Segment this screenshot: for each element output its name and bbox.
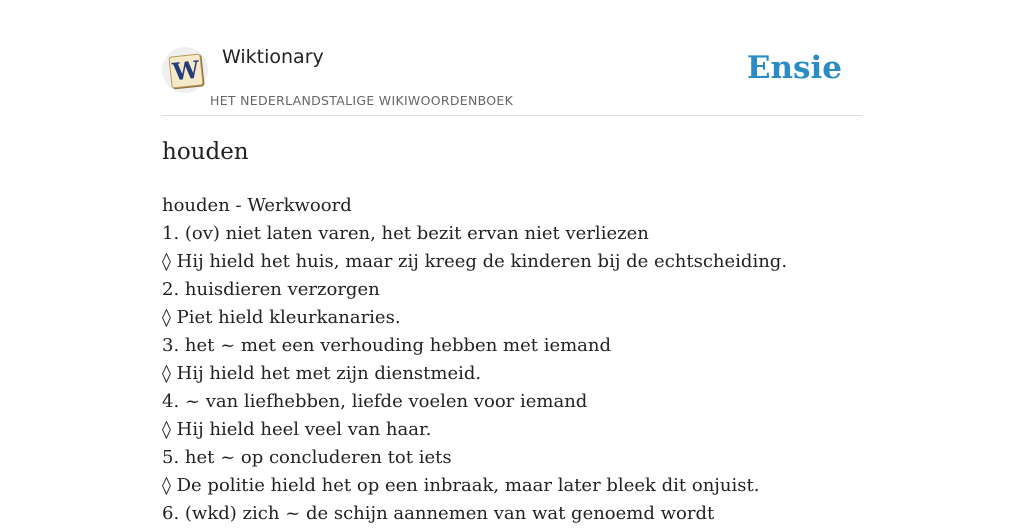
- definition-heading: houden - Werkwoord: [162, 195, 352, 216]
- definition-example: ◊ De politie hield het op een inbraak, maar later bleek dit onjuist.: [162, 475, 760, 496]
- definition-meaning: 3. het ~ met een verhouding hebben met iemand: [162, 335, 612, 356]
- definition-meaning: 2. huisdieren verzorgen: [162, 279, 380, 300]
- wiktionary-logo-icon[interactable]: [162, 47, 208, 93]
- definition-meaning: 4. ~ van liefhebben, liefde voelen voor iemand: [162, 391, 588, 412]
- site-tagline: HET NEDERLANDSTALIGE WIKIWOORDENBOEK: [210, 93, 514, 108]
- definition-example: ◊ Hij hield heel veel van haar.: [162, 419, 432, 440]
- page-title: houden: [162, 139, 249, 165]
- definition-meaning: 6. (wkd) zich ~ de schijn aannemen van wat genoemd wordt: [162, 503, 715, 524]
- definition-example: ◊ Hij hield het met zijn dienstmeid.: [162, 363, 482, 384]
- definition-example: ◊ Hij hield het huis, maar zij kreeg de kinderen bij de echtscheiding.: [162, 251, 788, 272]
- site-name[interactable]: Wiktionary: [222, 46, 324, 68]
- ensie-brand-link[interactable]: Ensie: [746, 50, 842, 86]
- definition-example: ◊ Piet hield kleurkanaries.: [162, 307, 401, 328]
- site-header: [162, 0, 862, 116]
- logo-letter: W: [168, 53, 203, 88]
- definition-meaning: 1. (ov) niet laten varen, het bezit ervan niet verliezen: [162, 223, 649, 244]
- definition-meaning: 5. het ~ op concluderen tot iets: [162, 447, 452, 468]
- page: [162, 0, 862, 524]
- definition-body: [162, 192, 787, 528]
